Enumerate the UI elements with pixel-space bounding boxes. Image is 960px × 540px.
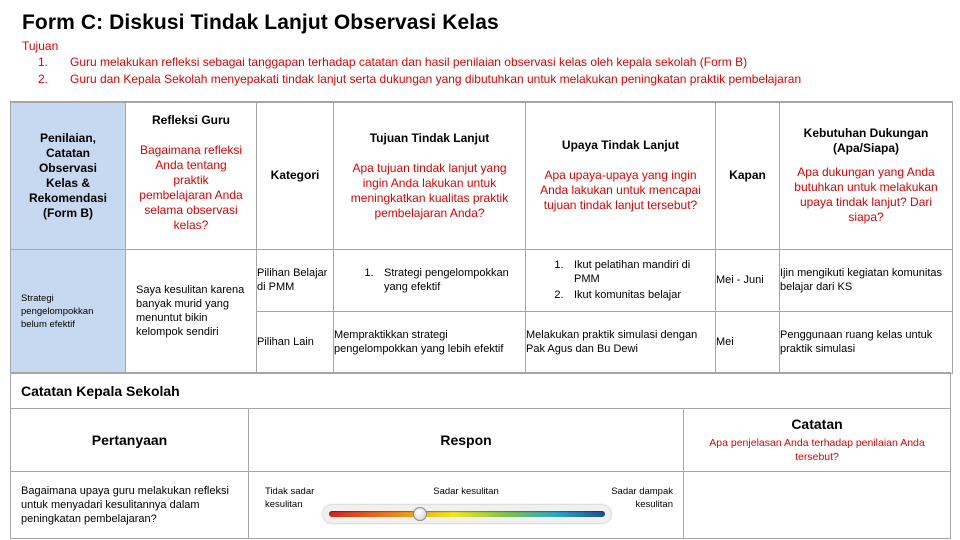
refleksi-cell[interactable] — [126, 249, 257, 373]
kapan-cell[interactable] — [716, 311, 780, 373]
list-text: Ikut komunitas belajar — [574, 289, 681, 301]
header-catatan-label: Catatan — [791, 416, 843, 432]
refleksi-value: Saya kesulitan karena banyak murid yang menuntut bikin kelompok sendiri — [136, 284, 245, 338]
upaya-list — [544, 258, 715, 302]
header-respon-label: Respon — [440, 432, 492, 448]
kategori-cell[interactable] — [257, 249, 334, 311]
penilaian-value: Strategi pengelompokkan belum efektif — [21, 292, 94, 330]
header-tujuan-label: Tujuan Tindak Lanjut — [369, 130, 490, 145]
header-refleksi-label: Refleksi Guru — [151, 113, 231, 127]
list-number: 1. — [364, 267, 374, 279]
header-tujuan — [334, 102, 526, 249]
tujuan-item-number: 1. — [38, 55, 49, 69]
tujuan-cell[interactable] — [334, 249, 526, 311]
header-refleksi-hint: Bagaimana refleksi Anda tentang praktik pembelajaran Anda selama observasi kelas? — [139, 143, 243, 232]
header-pertanyaan-label: Pertanyaan — [91, 432, 168, 448]
catatan-kepsek-title-text: Catatan Kepala Sekolah — [21, 382, 180, 399]
slider-right-label: Sadar dampak kesulitan — [611, 486, 673, 510]
kategori-value: Pilihan Lain — [257, 336, 314, 348]
list-item — [354, 266, 525, 294]
tujuan-item-number: 2. — [38, 72, 49, 86]
upaya-cell[interactable] — [526, 311, 716, 373]
header-refleksi — [126, 102, 257, 249]
tujuan-item — [38, 55, 747, 69]
header-kategori — [257, 102, 334, 249]
catatan-input-cell[interactable] — [684, 472, 951, 539]
header-upaya-label: Upaya Tindak Lanjut — [561, 138, 680, 153]
tujuan-item-text: Guru dan Kepala Sekolah menyepakati tindak lanjut serta dukungan yang dibutuhkan untuk melakukan peningkatan praktik pembelajaran — [70, 72, 802, 86]
upaya-cell[interactable] — [526, 249, 716, 311]
follow-up-table — [10, 101, 953, 374]
header-tujuan-hint: Apa tujuan tindak lanjut yang ingin Anda lakukan untuk meningkatkan kualitas praktik pembelajaran Anda? — [350, 160, 509, 220]
kapan-cell[interactable] — [716, 249, 780, 311]
tujuan-item — [38, 72, 801, 86]
header-penilaian-label: Penilaian, Catatan Observasi Kelas & Rekomendasi (Form B) — [28, 130, 108, 220]
upaya-value: Melakukan praktik simulasi dengan Pak Agus dan Bu Dewi — [526, 329, 698, 355]
kapan-value: Mei — [716, 336, 734, 348]
tujuan-label: Tujuan — [22, 39, 59, 53]
list-text: Strategi pengelompokkan yang efektif — [384, 267, 509, 293]
question-cell — [11, 472, 249, 539]
page-title: Form C: Diskusi Tindak Lanjut Observasi Kelas — [22, 11, 499, 34]
header-upaya-hint: Apa upaya-upaya yang ingin Anda lakukan untuk mencapai tujuan tindak lanjut tersebut? — [540, 168, 701, 213]
list-item — [544, 288, 715, 302]
list-item — [544, 258, 715, 286]
list-text: Ikut pelatihan mandiri di PMM — [574, 259, 691, 285]
kebutuhan-value: Ijin mengikuti kegiatan komunitas belajar dari KS — [780, 267, 943, 293]
kategori-cell[interactable] — [257, 311, 334, 373]
tujuan-list — [354, 266, 525, 294]
tujuan-value: Mempraktikkan strategi pengelompokkan yang lebih efektif — [334, 329, 504, 355]
slider-mid-label: Sadar kesulitan — [433, 486, 499, 497]
slider-left-label: Tidak sadar kesulitan — [265, 486, 315, 510]
header-kebutuhan — [780, 102, 953, 249]
slider-handle[interactable] — [413, 507, 427, 521]
kapan-value: Mei - Juni — [716, 274, 764, 286]
header-kapan — [716, 102, 780, 249]
header-catatan — [684, 409, 951, 472]
catatan-kepsek-title — [11, 373, 951, 409]
respon-slider-area — [249, 472, 683, 538]
tujuan-cell[interactable] — [334, 311, 526, 373]
kebutuhan-cell[interactable] — [780, 249, 953, 311]
header-pertanyaan — [11, 409, 249, 472]
respon-cell — [249, 472, 684, 539]
penilaian-cell[interactable] — [11, 249, 126, 373]
header-respon — [249, 409, 684, 472]
tujuan-item-text: Guru melakukan refleksi sebagai tanggapan terhadap catatan dan hasil penilaian observasi kelas oleh kepala sekolah (Form B) — [70, 55, 748, 69]
header-kebutuhan-hint: Apa dukungan yang Anda butuhkan untuk melakukan upaya tindak lanjut? Dari siapa? — [794, 165, 938, 225]
header-upaya — [526, 102, 716, 249]
list-number: 2. — [554, 289, 564, 301]
kebutuhan-cell[interactable] — [780, 311, 953, 373]
catatan-kepala-sekolah-table — [10, 372, 951, 539]
kategori-value: Pilihan Belajar di PMM — [257, 267, 328, 293]
list-number: 1. — [554, 259, 564, 271]
respon-slider[interactable] — [323, 505, 611, 523]
header-catatan-hint: Apa penjelasan Anda terhadap penilaian Anda tersebut? — [709, 437, 925, 463]
kebutuhan-value: Penggunaan ruang kelas untuk praktik simulasi — [780, 329, 933, 355]
header-kategori-label: Kategori — [270, 168, 320, 183]
slider-track[interactable] — [329, 511, 605, 517]
header-kebutuhan-label: Kebutuhan Dukungan (Apa/Siapa) — [803, 126, 929, 156]
header-penilaian — [11, 102, 126, 249]
header-kapan-label: Kapan — [729, 168, 766, 183]
question-text: Bagaimana upaya guru melakukan refleksi untuk menyadari kesulitannya dalam peningkatan pembelajaran? — [21, 485, 229, 525]
